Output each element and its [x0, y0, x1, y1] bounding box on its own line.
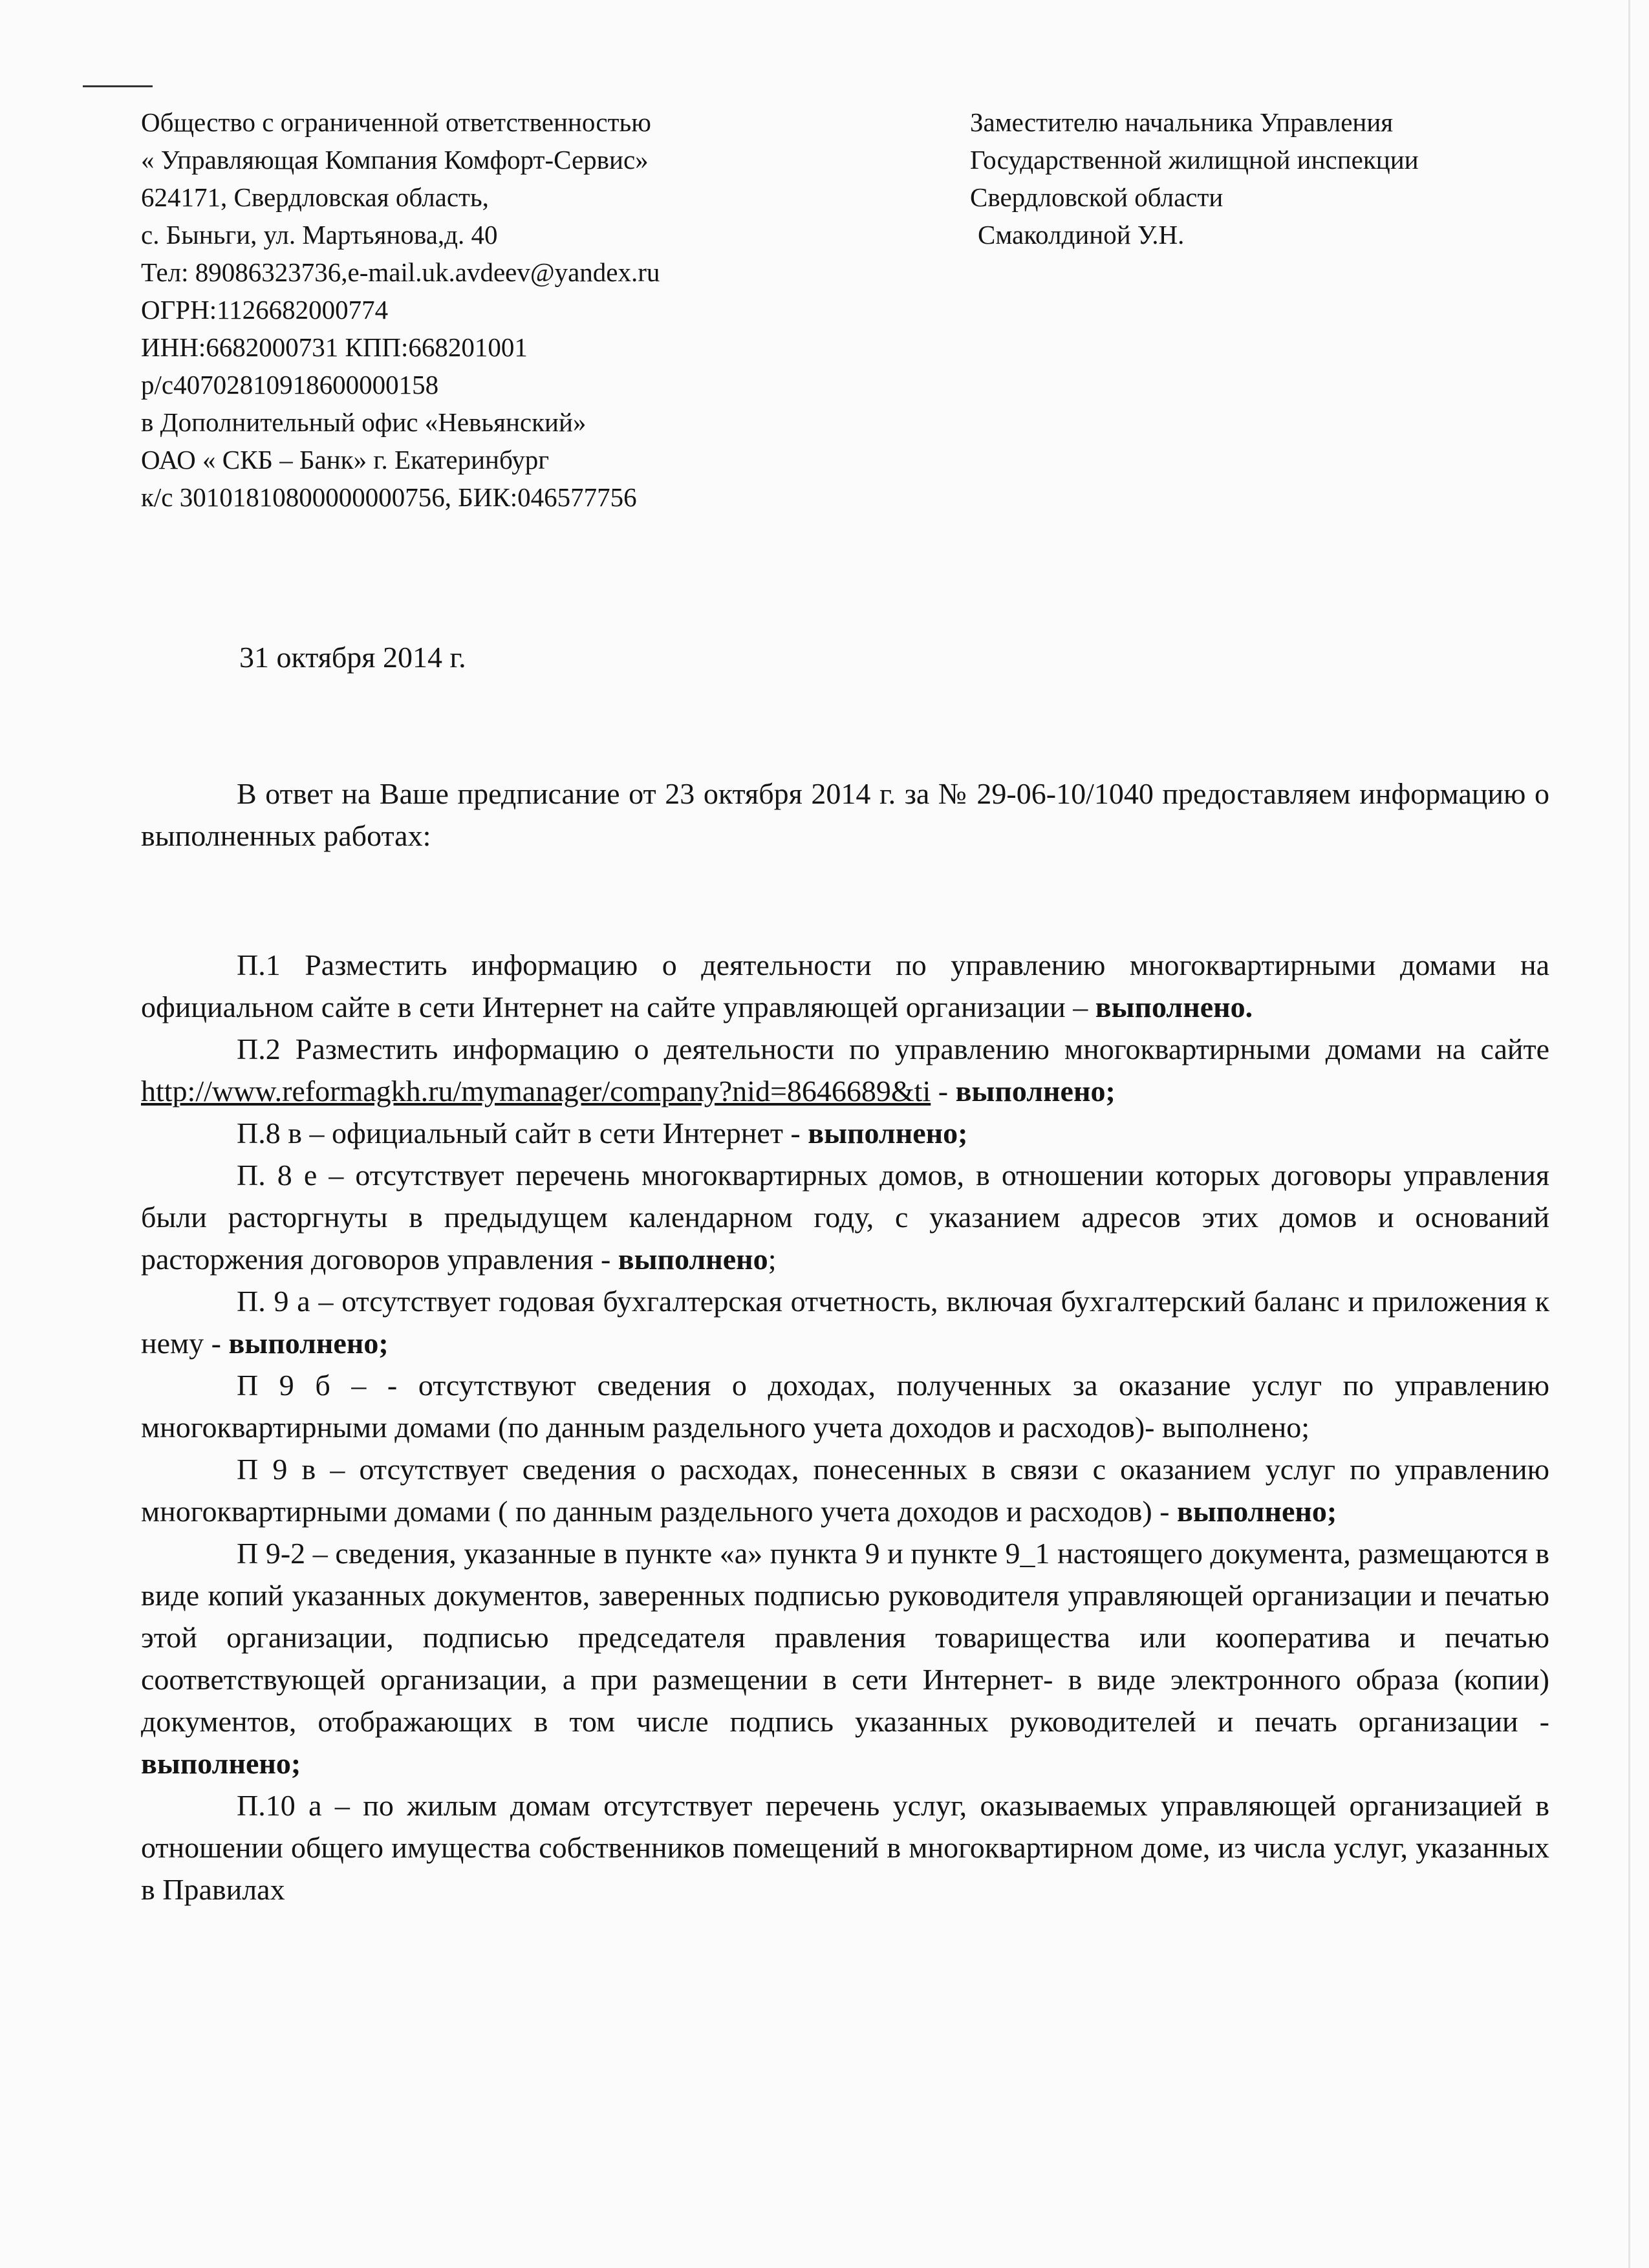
item-p9b	[141, 1364, 1549, 1448]
item-p1	[141, 944, 1549, 1028]
sender-line: « Управляющая Компания Комфорт-Сервис»	[141, 145, 649, 175]
recipient-block	[970, 103, 1584, 253]
sender-inn: ИНН:6682000731 КПП:668201001	[141, 332, 528, 362]
status-done: выполнено	[618, 1243, 768, 1276]
item-p10a	[141, 1784, 1549, 1910]
sender-corr-account: к/с 30101810800000000756, БИК:046577756	[141, 482, 637, 512]
item-tail: ;	[768, 1243, 777, 1276]
sender-bank: ОАО « СКБ – Банк» г. Екатеринбург	[141, 445, 550, 475]
status-done: выполнено;	[228, 1327, 389, 1360]
page-edge	[1628, 0, 1630, 2268]
recipient-name: Смаколдиной У.Н.	[978, 220, 1185, 250]
recipient-line: Заместителю начальника Управления	[970, 107, 1394, 137]
item-p9a	[141, 1280, 1549, 1364]
recipient-line: Свердловской области	[970, 182, 1223, 212]
item-text: П 9 б – - отсутствуют сведения о доходах, полученных за оказание услуг по управлению многоквартирными домами (по данным раздельного учета доходов и расходов)- выполнено;	[141, 1369, 1549, 1444]
item-p8e	[141, 1154, 1549, 1280]
item-text: П.10 а – по жилым домам отсутствует перечень услуг, оказываемых управляющей организацией в отношении общего имущества собственников помещений в многоквартирном доме, из числа услуг, указанных в Правилах	[141, 1789, 1549, 1906]
sender-line: Общество с ограниченной ответственностью	[141, 107, 651, 137]
item-p8v	[141, 1112, 1549, 1154]
sender-line: в Дополнительный офис «Невьянский»	[141, 407, 587, 437]
letter-date: 31 октября 2014 г.	[239, 641, 466, 674]
sender-line: с. Быньги, ул. Мартьянова,д. 40	[141, 220, 498, 250]
item-p2	[141, 1028, 1549, 1112]
reformagkh-link[interactable]: http://www.reformagkh.ru/mymanager/company?nid=8646689&ti	[141, 1075, 931, 1107]
item-text: П 9 в – отсутствует сведения о расходах, понесенных в связи с оказанием услуг по управлению многоквартирными домами ( по данным раздельного учета доходов и расходов) -	[141, 1453, 1549, 1528]
item-p92	[141, 1532, 1549, 1784]
status-done: выполнено;	[808, 1117, 968, 1150]
item-dash: -	[931, 1075, 949, 1107]
items-list	[141, 944, 1549, 1910]
item-text: П 9-2 – сведения, указанные в пункте «а» пункта 9 и пункте 9_1 настоящего документа, размещаются в виде копий указанных документов, заверенных подписью руководителя управляющей организации и печатью этой организации, подписью председателя правления товарищества или кооператива и печатью соответствующей организации, а при размещении в сети Интернет- в виде электронного образа (копии) документов, отображающих в том числе подпись указанных руководителей и печать организации -	[141, 1537, 1549, 1738]
sender-ogrn: ОГРН:1126682000774	[141, 295, 389, 325]
item-p9v	[141, 1448, 1549, 1532]
sender-account: р/с40702810918600000158	[141, 370, 439, 400]
status-done: выполнено.	[1095, 990, 1253, 1023]
status-done: выполнено;	[955, 1075, 1116, 1107]
item-text: П.8 в – официальный сайт в сети Интернет -	[237, 1117, 808, 1150]
item-text: П. 8 е – отсутствует перечень многоквартирных домов, в отношении которых договоры управления были расторгнуты в предыдущем календарном году, с указанием адресов этих домов и оснований расторжения договоров управления -	[141, 1159, 1549, 1276]
sender-block	[141, 103, 852, 516]
sender-contacts: Тел: 89086323736,e-mail.uk.avdeev@yandex.ru	[141, 257, 660, 287]
sender-line: 624171, Свердловская область,	[141, 182, 489, 212]
margin-mark	[83, 85, 153, 87]
status-done: выполнено;	[1176, 1495, 1337, 1528]
status-done: выполнено;	[141, 1747, 301, 1780]
item-text: П. 9 а – отсутствует годовая бухгалтерская отчетность, включая бухгалтерский баланс и приложения к нему -	[141, 1285, 1549, 1360]
intro-text: В ответ на Ваше предписание от 23 октября 2014 г. за № 29-06-10/1040 предоставляем информацию о выполненных работах:	[141, 777, 1549, 852]
intro-paragraph	[141, 773, 1549, 857]
item-text: П.2 Разместить информацию о деятельности по управлению многоквартирными домами на сайте	[237, 1032, 1549, 1065]
recipient-line: Государственной жилищной инспекции	[970, 145, 1419, 175]
item-text: П.1 Разместить информацию о деятельности по управлению многоквартирными домами на официальном сайте в сети Интернет на сайте управляющей организации –	[141, 948, 1549, 1023]
